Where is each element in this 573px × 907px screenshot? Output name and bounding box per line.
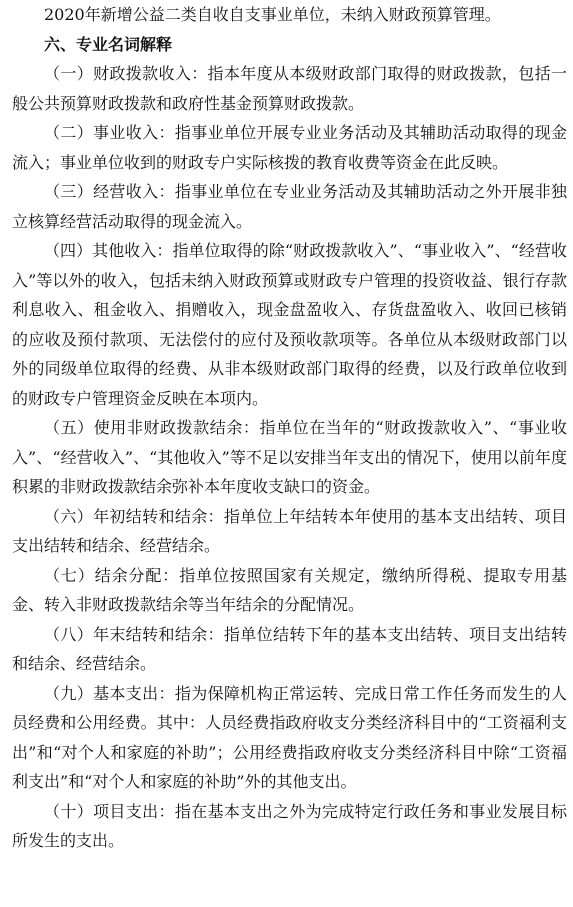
definition-paragraph: （六）年初结转和结余：指单位上年结转本年使用的基本支出结转、项目支出结转和结余、经营结余。 [12, 506, 567, 555]
definition-paragraph: （一）财政拨款收入：指本年度从本级财政部门取得的财政拨款，包括一般公共预算财政拨款和政府性基金预算财政拨款。 [12, 64, 567, 113]
definition-paragraph: （三）经营收入：指事业单位在专业业务活动及其辅助活动之外开展非独立核算经营活动取得的现金流入。 [12, 182, 567, 231]
definition-paragraph: （五）使用非财政拨款结余：指单位在当年的“财政拨款收入”、“事业收入”、“经营收入”、“其他收入”等不足以安排当年支出的情况下，使用以前年度积累的非财政拨款结余弥补本年度收支缺口的资金。 [12, 418, 567, 496]
definition-paragraph: （十）项目支出：指在基本支出之外为完成特定行政任务和事业发展目标所发生的支出。 [12, 801, 567, 850]
definition-paragraph: （八）年末结转和结余：指单位结转下年的基本支出结转、项目支出结转和结余、经营结余。 [12, 624, 567, 673]
definition-paragraph: （七）结余分配：指单位按照国家有关规定，缴纳所得税、提取专用基金、转入非财政拨款结余等当年结余的分配情况。 [12, 565, 567, 614]
definition-paragraph: （二）事业收入：指事业单位开展专业业务活动及其辅助活动取得的现金流入；事业单位收到的财政专户实际核拨的教育收费等资金在此反映。 [12, 123, 567, 172]
definition-paragraph: （四）其他收入：指单位取得的除“财政拨款收入”、“事业收入”、“经营收入”等以外的收入，包括未纳入财政预算或财政专户管理的投资收益、银行存款利息收入、租金收入、捐赠收入，现金盘盈收入、存货盘盈收入、收回已核销的应收及预付款项、无法偿付的应付及预收款项等。各单位从本级财政部门以外的同级单位取得的经费、从非本级财政部门取得的经费，以及行政单位收到的财政专户管理资金反映在本项内。 [12, 241, 567, 408]
section-heading: 六、专业名词解释 [44, 34, 173, 54]
intro-paragraph: 2020年新增公益二类自收自支事业单位，未纳入财政预算管理。 [44, 5, 501, 24]
definition-paragraph: （九）基本支出：指为保障机构正常运转、完成日常工作任务而发生的人员经费和公用经费。其中：人员经费指政府收支分类经济科目中的“工资福利支出”和“对个人和家庭的补助”；公用经费指政府收支分类经济科目中除“工资福利支出”和“对个人和家庭的补助”外的其他支出。 [12, 683, 567, 791]
